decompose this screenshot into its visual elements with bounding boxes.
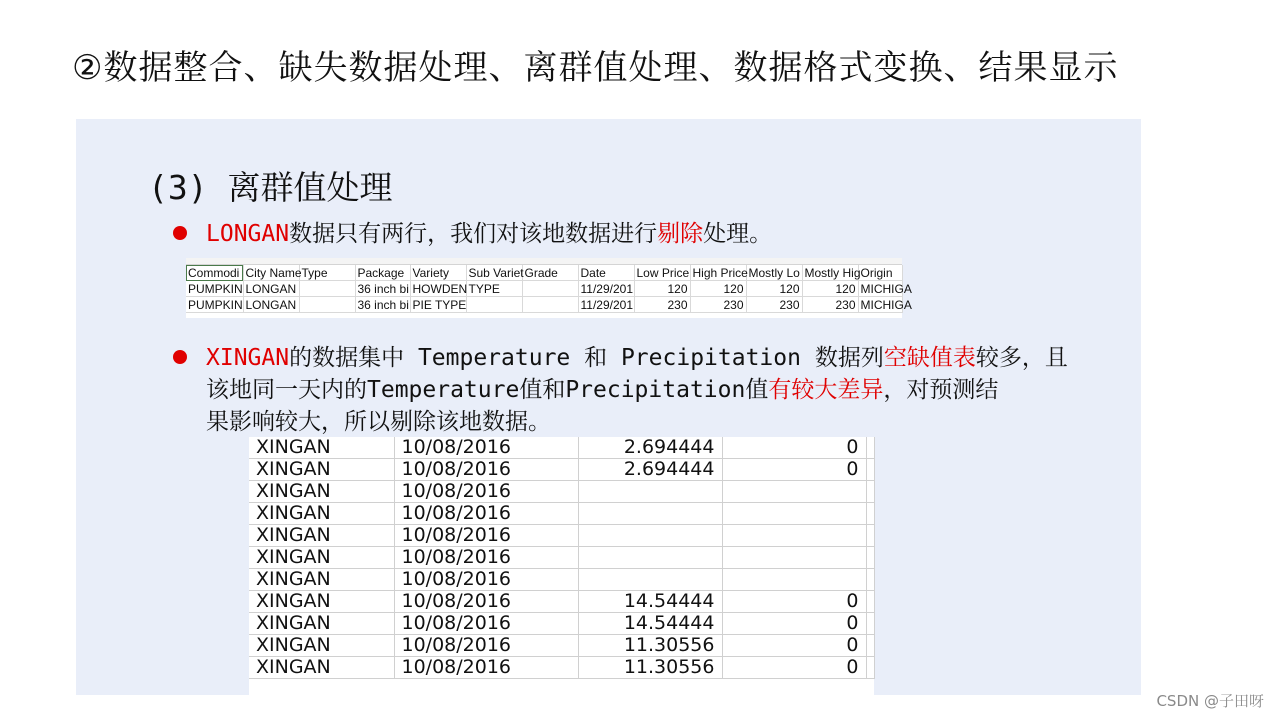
table-cell[interactable]: PUMPKIN [188,281,243,296]
table-header-cell[interactable]: Date [578,265,634,281]
xingan-data-table [249,437,874,695]
table-cell[interactable]: XINGAN [249,437,394,459]
table-cell-empty[interactable] [866,657,874,679]
table-row [249,613,874,635]
table-row [249,635,874,657]
table-cell[interactable]: 10/08/2016 [394,591,578,613]
sheet-column-strip [186,258,902,265]
table-header-cell[interactable]: City Name [243,265,299,281]
table-cell[interactable] [299,281,355,297]
table-cell[interactable]: 0 [722,635,866,657]
table-cell[interactable] [466,297,522,313]
bullet2-line-3: 果影响较大，所以剔除该地数据。 [206,409,551,435]
bullet-dot-icon [173,226,187,240]
table-cell[interactable]: LONGAN [243,297,299,313]
table-cell[interactable]: XINGAN [249,547,394,569]
table-cell[interactable]: XINGAN [249,459,394,481]
bullet-xingan [206,342,1096,438]
keyword-longan: LONGAN [206,221,290,247]
table-cell[interactable]: 11.30556 [578,657,722,679]
table-header-cell[interactable]: Type [299,265,355,281]
table-header-cell[interactable]: Origin [858,265,902,281]
table-cell[interactable] [299,297,355,313]
table-cell[interactable]: XINGAN [249,657,394,679]
table-cell[interactable]: PUMPKIN [188,297,243,312]
table-cell[interactable]: 120 [802,281,858,297]
table-cell[interactable]: XINGAN [249,525,394,547]
table-header-row [186,265,902,281]
table-header-cell[interactable]: Mostly Lo [746,265,802,281]
table-cell[interactable] [522,297,578,313]
table-cell[interactable]: 120 [634,281,690,297]
table-cell[interactable]: 0 [722,591,866,613]
table-cell[interactable]: XINGAN [249,635,394,657]
bullet2-line-1 [206,342,1096,374]
table-cell[interactable]: MICHIGA [858,297,902,313]
table-cell[interactable] [578,525,722,547]
table-cell[interactable]: 230 [746,297,802,313]
bullet-longan [206,218,772,250]
table-cell[interactable]: 120 [690,281,746,297]
table-cell[interactable]: 10/08/2016 [394,569,578,591]
table-cell[interactable] [722,547,866,569]
table-header-cell[interactable]: Package [355,265,410,281]
table-cell[interactable]: 0 [722,613,866,635]
table-cell[interactable]: 10/08/2016 [394,635,578,657]
table-cell-empty[interactable] [866,525,874,547]
table-cell[interactable]: 2.694444 [578,437,722,459]
bullet2-highlight-2: 有较大差异 [768,377,884,403]
table-cell[interactable]: 230 [634,297,690,313]
table-row [249,547,874,569]
table-cell[interactable] [722,525,866,547]
slide-title: ②数据整合、缺失数据处理、离群值处理、数据格式变换、结果显示 [72,48,1119,88]
table-cell[interactable]: 10/08/2016 [394,503,578,525]
table-cell[interactable]: 14.54444 [578,613,722,635]
table-row [249,503,874,525]
table-cell-empty[interactable] [866,503,874,525]
table-cell[interactable]: 0 [722,437,866,459]
table-row [249,459,874,481]
bullet1-highlight: 剔除 [657,221,704,247]
table-cell[interactable] [722,481,866,503]
table-cell[interactable]: 11.30556 [578,635,722,657]
table-cell[interactable]: 14.54444 [578,591,722,613]
table-cell[interactable]: HOWDEN [410,281,466,297]
table-cell[interactable]: LONGAN [243,281,299,297]
table-cell[interactable]: XINGAN [249,613,394,635]
bullet1-text-b: 处理。 [703,221,773,247]
table-header-cell[interactable]: Sub Variet [466,265,522,281]
table-cell[interactable]: XINGAN [249,503,394,525]
table-header-cell[interactable]: Variety [410,265,466,281]
table-cell[interactable]: 10/08/2016 [394,459,578,481]
table-cell[interactable]: 10/08/2016 [394,613,578,635]
table-cell[interactable] [578,569,722,591]
table-cell[interactable]: 230 [802,297,858,313]
table-cell[interactable]: 230 [690,297,746,313]
table-row [186,281,902,297]
table-cell[interactable]: 10/08/2016 [394,481,578,503]
table-cell-empty[interactable] [866,635,874,657]
table-row [249,569,874,591]
table-row [249,591,874,613]
table-cell[interactable]: 10/08/2016 [394,657,578,679]
bullet2-text-b: 较多，且 [975,345,1068,371]
table-header-cell[interactable]: Grade [522,265,578,281]
table-cell[interactable] [722,503,866,525]
bullet2-line2-b: ，对预测结 [883,377,999,403]
table-cell[interactable]: MICHIGA [858,281,902,297]
table-header-cell[interactable]: Low Price [634,265,690,281]
table-cell[interactable]: 11/29/201 [578,297,634,313]
table-cell[interactable]: 0 [722,657,866,679]
table-cell[interactable]: 0 [722,459,866,481]
bullet-dot-icon [173,350,187,364]
bullet1-text-a: 数据只有两行，我们对该地数据进行 [289,221,658,247]
table-cell[interactable]: 120 [746,281,802,297]
table-cell[interactable] [522,281,578,297]
table-header-cell[interactable]: Mostly Hig [802,265,858,281]
bullet2-line2-a: 该地同一天内的Temperature值和Precipitation值 [206,377,769,403]
table-cell[interactable]: TYPE [466,281,522,297]
table-cell-empty[interactable] [866,591,874,613]
table-cell[interactable]: 11/29/201 [578,281,634,297]
csdn-watermark: CSDN @子田呀 [1156,692,1264,710]
table-cell[interactable]: 10/08/2016 [394,437,578,459]
table-cell-empty[interactable] [866,481,874,503]
table-row [249,481,874,503]
bullet2-text-a: 的数据集中 Temperature 和 Precipitation 数据列 [289,345,884,371]
bullet2-line-2 [206,374,1096,406]
table-cell[interactable]: 10/08/2016 [394,525,578,547]
keyword-xingan: XINGAN [206,345,290,371]
table-cell[interactable]: 36 inch bi [355,297,410,313]
table-header-cell[interactable]: High Price [690,265,746,281]
table-cell[interactable]: XINGAN [249,569,394,591]
table-cell-empty[interactable] [866,459,874,481]
table-cell-empty[interactable] [866,547,874,569]
table-cell[interactable]: XINGAN [249,591,394,613]
table-row [249,657,874,679]
table-cell[interactable]: 10/08/2016 [394,547,578,569]
table-cell[interactable] [578,547,722,569]
table-cell[interactable] [722,569,866,591]
section-title: (3) 离群值处理 [148,168,393,207]
table-row [249,525,874,547]
table-cell[interactable]: PIE TYPE [410,297,466,313]
table-cell[interactable]: 2.694444 [578,459,722,481]
table-cell[interactable]: 36 inch bi [355,281,410,297]
table-cell[interactable] [578,481,722,503]
table-cell[interactable] [578,503,722,525]
table-row [249,437,874,459]
table-cell[interactable]: XINGAN [249,481,394,503]
table-cell-empty[interactable] [866,613,874,635]
bullet2-highlight-1: 空缺值表 [883,345,976,371]
table-row [186,297,902,313]
table-cell-empty[interactable] [866,569,874,591]
longan-data-table [186,258,912,318]
table-header-cell[interactable]: Commodi [186,265,243,281]
table-cell-empty[interactable] [866,437,874,459]
